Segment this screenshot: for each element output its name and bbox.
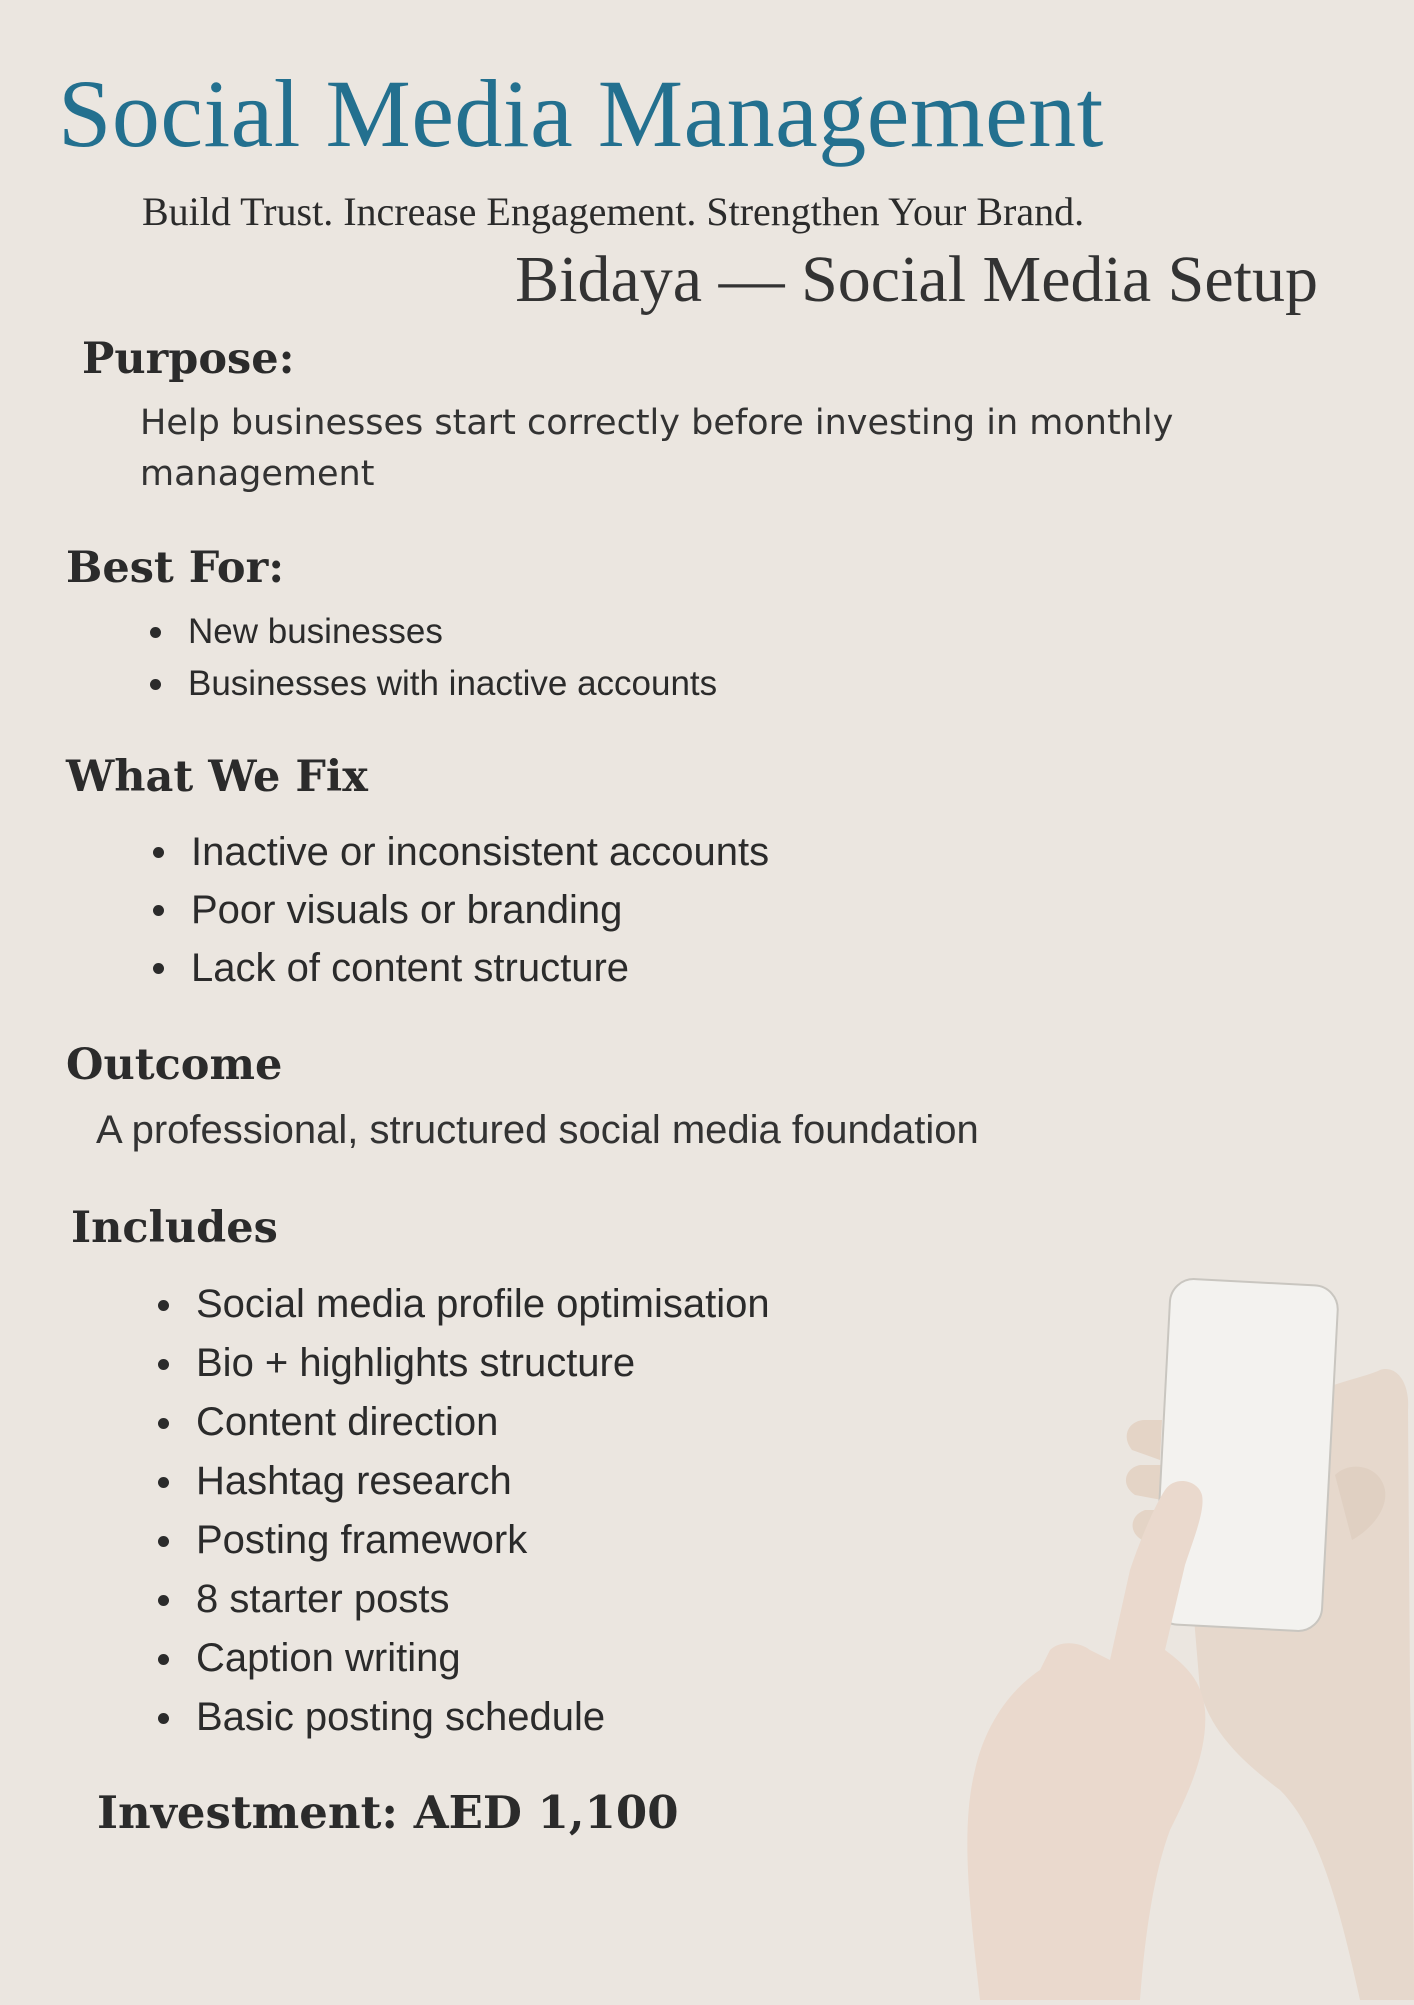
best-for-list	[188, 606, 717, 710]
list-item: Businesses with inactive accounts	[188, 658, 717, 710]
what-we-fix-list	[191, 823, 769, 997]
purpose-heading: Purpose:	[82, 334, 295, 384]
tagline: Build Trust. Increase Engagement. Strengthen Your Brand.	[142, 189, 1085, 234]
includes-list	[196, 1275, 770, 1747]
list-item: Hashtag research	[196, 1452, 770, 1511]
outcome-heading: Outcome	[66, 1040, 283, 1090]
purpose-text: Help businesses start correctly before investing in monthly management	[140, 403, 1174, 494]
list-item: Posting framework	[196, 1511, 770, 1570]
includes-heading: Includes	[71, 1203, 278, 1253]
investment-price: Investment: AED 1,100	[97, 1786, 679, 1839]
list-item: Poor visuals or branding	[191, 881, 769, 939]
best-for-heading: Best For:	[66, 543, 285, 593]
list-item: Lack of content structure	[191, 939, 769, 997]
list-item: Content direction	[196, 1393, 770, 1452]
package-title: Bidaya — Social Media Setup	[515, 243, 1318, 316]
hands-holding-phone-icon	[940, 1270, 1414, 2005]
list-item: 8 starter posts	[196, 1570, 770, 1629]
list-item: Basic posting schedule	[196, 1688, 770, 1747]
list-item: New businesses	[188, 606, 717, 658]
list-item: Social media profile optimisation	[196, 1275, 770, 1334]
list-item: Bio + highlights structure	[196, 1334, 770, 1393]
page-title: Social Media Management	[58, 60, 1104, 167]
list-item: Caption writing	[196, 1629, 770, 1688]
what-we-fix-heading: What We Fix	[66, 752, 368, 802]
list-item: Inactive or inconsistent accounts	[191, 823, 769, 881]
outcome-text: A professional, structured social media foundation	[96, 1108, 979, 1152]
